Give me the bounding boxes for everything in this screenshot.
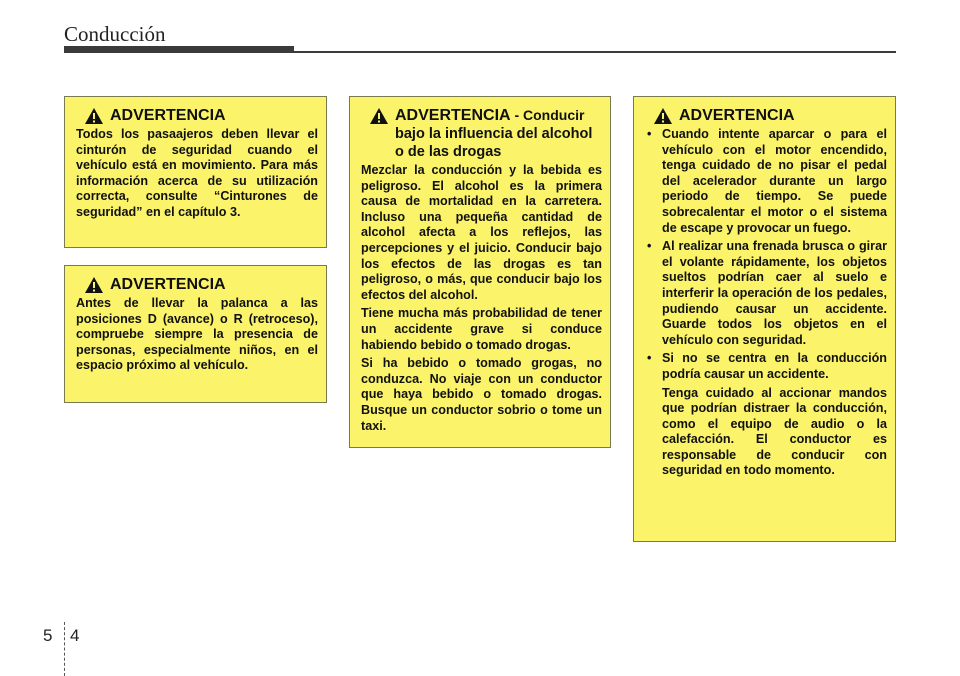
- bullet: •: [647, 239, 652, 254]
- warning-heading: [645, 106, 887, 125]
- warning-title-main: ADVERTENCIA: [395, 107, 511, 124]
- list-item: [645, 239, 887, 348]
- warning-title: ADVERTENCIA: [679, 107, 795, 124]
- warning-triangle-icon: [369, 107, 389, 125]
- warning-heading: [361, 106, 602, 161]
- warning-title: ADVERTENCIA: [110, 276, 226, 293]
- page-number: 4: [70, 626, 80, 645]
- list-item-text: Cuando intente aparcar o para el vehículo con el motor encendido, tenga cuidado de no pisar el pedal del acelerador durante un largo periodo de tiempo. Se puede sobrecalentar el motor o el sistema de escape y provocar un fuego.: [662, 127, 887, 235]
- warning-extra-paragraph: Tenga cuidado al accionar mandos que podrían distraer la conducción, como el equipo de audio o la calefacción. El conductor es responsable de conducir con seguridad en todo momento.: [662, 385, 887, 478]
- warning-title: [395, 106, 602, 161]
- chapter-number: 5: [43, 626, 53, 645]
- warning-triangle-icon: [84, 107, 104, 125]
- warning-paragraph: Mezclar la conducción y la bebida es peligroso. El alcohol es la primera causa de mortalidad en la carretera. Incluso una pequeña cantidad de alcohol afecta a los reflejos, las percepciones y el juicio. Conducir bajo los efectos de las drogas es tan peligroso, o más, que conducir bajo los efectos del alcohol.: [361, 163, 602, 302]
- warning-box-parking: [633, 96, 896, 542]
- warning-heading: [76, 275, 318, 294]
- header-rule-thin: [64, 51, 896, 53]
- list-item: [645, 351, 887, 382]
- section-title: Conducción: [64, 22, 166, 46]
- warning-box-lever: [64, 265, 327, 403]
- warning-subtitle-2: bajo la influencia del alcohol o de las drogas: [395, 126, 593, 160]
- warning-body: Antes de llevar la palanca a las posiciones D (avance) o R (retroceso), compruebe siempre la presencia de personas, especialmente niños, en el espacio próximo al vehículo.: [76, 296, 318, 373]
- warning-body: Todos los pasaajeros deben llevar el cinturón de seguridad cuando el vehículo está en movimiento. Para más información acerca de su utilización correcta, consulte “Cinturones de seguridad” en el capítulo 3.: [76, 127, 318, 219]
- warning-box-seatbelt: [64, 96, 327, 248]
- warning-subtitle: - Conducir: [510, 107, 585, 123]
- footer-divider: [64, 622, 65, 676]
- bullet: •: [647, 127, 652, 141]
- warning-list: [645, 127, 887, 383]
- list-item-text: Si no se centra en la conducción podría causar un accidente.: [662, 351, 887, 381]
- warning-paragraph: Si ha bebido o tomado grogas, no conduzca. No viaje con un conductor que haya bebido o tomado drogas. Busque un conductor sobrio o tome un taxi.: [361, 356, 602, 433]
- warning-triangle-icon: [653, 107, 673, 125]
- warning-triangle-icon: [84, 276, 104, 294]
- warning-body: [361, 163, 602, 434]
- warning-paragraph: Tiene mucha más probabilidad de tener un accidente grave si conduce habiendo bebido o tomado drogas.: [361, 306, 602, 352]
- list-item: [645, 127, 887, 236]
- warning-heading: [76, 106, 318, 125]
- list-item-text: Al realizar una frenada brusca o girar el volante rápidamente, los objetos sueltos podrían caer al suelo e interferir la operación de los pedales, pudiendo causar un accidente. Guarde todos los objetos en el vehículo con seguridad.: [662, 239, 887, 347]
- warning-box-alcohol: [349, 96, 611, 448]
- warning-title: ADVERTENCIA: [110, 107, 226, 124]
- bullet: •: [647, 351, 652, 366]
